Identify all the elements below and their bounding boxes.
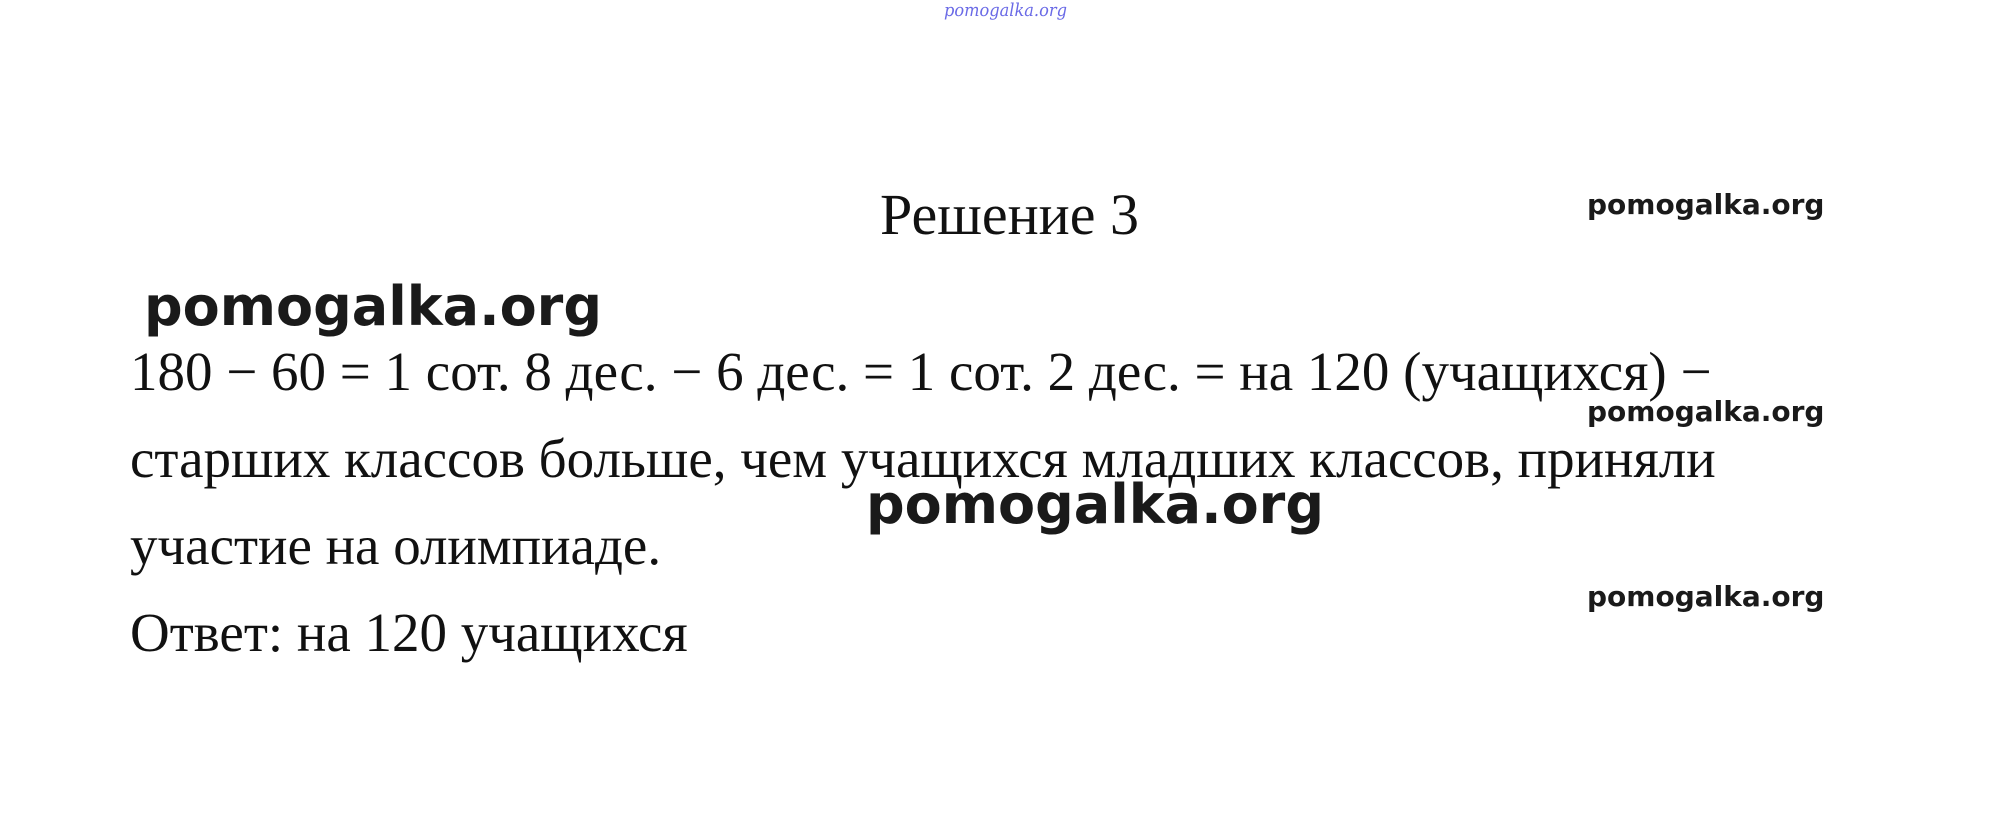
watermark-right-1: pomogalka.org — [1587, 188, 1825, 221]
solution-line-1: 180 − 60 = 1 сот. 8 дес. − 6 дес. = 1 сот. 2 дес. = на 120 (учащихся) − — [130, 341, 1712, 402]
watermark-center-large: pomogalka.org — [866, 473, 1324, 536]
solution-line-2: старших классов больше, чем учащихся младших классов, приняли — [130, 428, 1716, 489]
answer-line: Ответ: на 120 учащихся — [130, 602, 688, 663]
solution-line-3: участие на олимпиаде. — [130, 515, 662, 576]
watermark-left-large: pomogalka.org — [144, 275, 602, 338]
watermark-right-2: pomogalka.org — [1587, 395, 1825, 428]
watermark-right-3: pomogalka.org — [1587, 580, 1825, 613]
watermark-top[interactable]: pomogalka.org — [944, 0, 1067, 21]
solution-title: Решение 3 — [880, 182, 1139, 247]
